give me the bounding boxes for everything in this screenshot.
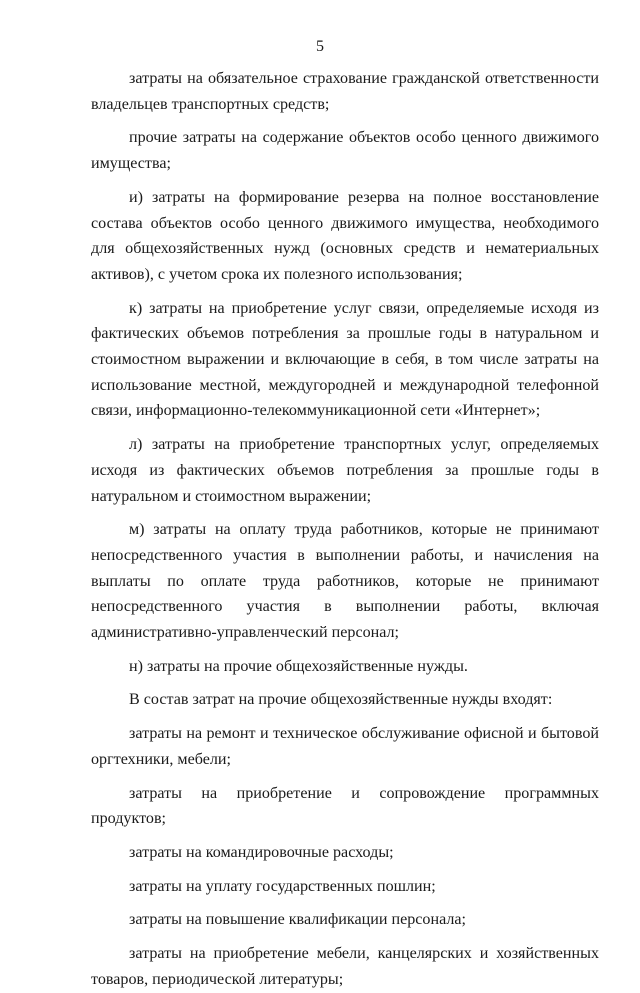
paragraph-software: затраты на приобретение и сопровождение программных продуктов; <box>91 784 599 828</box>
paragraph-item-i-reserve: и) затраты на формирование резерва на полное восстановление состава объектов особо ценного движимого имущества, необходимого для общехозяйственных нужд (основных средств и нематериальных активов), с учетом срока их полезного использования; <box>91 188 599 283</box>
paragraph-item-n-general-needs: н) затраты на прочие общехозяйственные нужды. <box>129 657 468 675</box>
paragraph-training: затраты на повышение квалификации персонала; <box>129 911 467 929</box>
paragraph-travel: затраты на командировочные расходы; <box>129 843 394 861</box>
paragraph-insurance-costs: затраты на обязательное страхование гражданской ответственности владельцев транспортных средств; <box>91 70 599 113</box>
paragraph-state-fees: затраты на уплату государственных пошлин; <box>129 877 436 895</box>
page-number: 5 <box>316 38 324 55</box>
paragraph-item-m-labor: м) затраты на оплату труда работников, которые не принимают непосредственного участия в выполнении работы, и начисления на выплаты по оплате труда работников, которые не принимают непосредственного участия в выполнении работы, включая административно-управленческий персонал; <box>91 521 599 642</box>
document-body <box>91 66 599 993</box>
paragraph-furniture-supplies: затраты на приобретение мебели, канцелярских и хозяйственных товаров, периодической литературы; <box>91 945 599 988</box>
paragraph-other-maintenance-costs: прочие затраты на содержание объектов особо ценного движимого имущества; <box>91 129 599 173</box>
paragraph-general-needs-intro: В состав затрат на прочие общехозяйственные нужды входят: <box>129 691 553 709</box>
paragraph-equipment-repair: затраты на ремонт и техническое обслуживание офисной и бытовой оргтехники, мебели; <box>91 725 599 768</box>
paragraph-item-k-communication: к) затраты на приобретение услуг связи, определяемые исходя из фактических объемов потребления за прошлые годы в натуральном и стоимостном выражении и включающие в себя, в том числе затраты на использование местной, междугородней и международной телефонной связи, информационно-телекоммуникационной сети «Интернет»; <box>91 299 599 420</box>
paragraph-item-l-transport: л) затраты на приобретение транспортных услуг, определяемых исходя из фактических объемов потребления за прошлые годы в натуральном и стоимостном выражении; <box>91 436 599 505</box>
